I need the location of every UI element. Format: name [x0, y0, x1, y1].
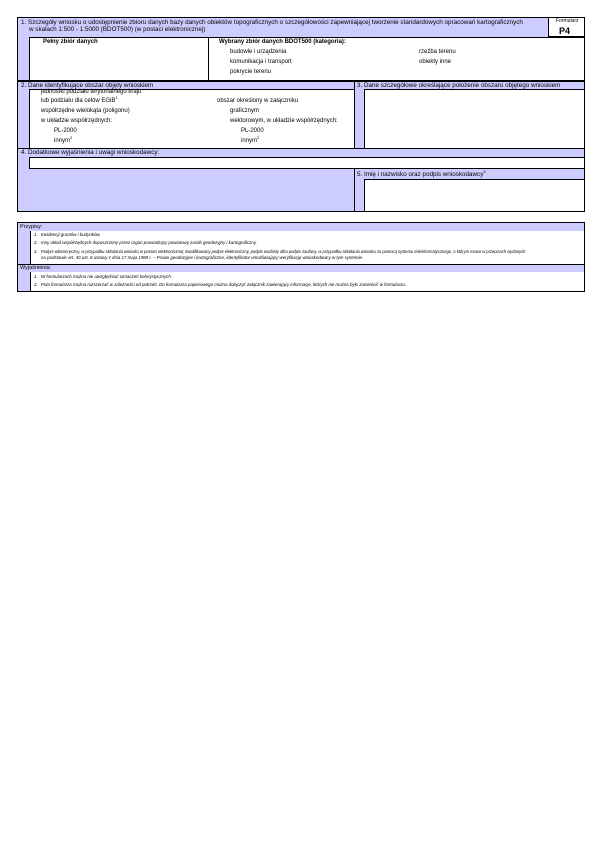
footnote-2-text: Inny układ współrzędnych dopuszczony przez organ prowadzący powiatowy zasób geodezyjny i kartograficzny. — [41, 240, 257, 245]
footnotes-title: Przypisy: — [20, 224, 43, 230]
area-egib-label: lub podziału dla celów EGiB — [41, 98, 116, 104]
footnotes-title-bar — [18, 223, 584, 231]
signature-footnote-ref: 3 — [483, 168, 486, 174]
section-3-field[interactable] — [364, 89, 585, 149]
footnote-3-text: Podpis własnoręczny, w przypadku składania wniosku w postaci elektronicznej: kwalifikowany podpis elektroniczny, podpis osobisty albo podpis zaufany, w przypadku składania wniosku za pomocą systemu teleinformatycznego, o którym mowa w przepisach wydanych — [41, 249, 526, 254]
attachment-vector-option[interactable]: wektorowym, w układzie współrzędnych: — [230, 118, 338, 124]
vector-other-label: innym — [241, 138, 258, 144]
category-buildings[interactable]: budowle i urządzenia — [230, 49, 287, 55]
footnote-1-num: 1. — [34, 232, 38, 237]
vector-other-option[interactable] — [241, 135, 260, 145]
footnote-3 — [34, 249, 525, 254]
explanations-title-bar — [18, 264, 584, 272]
coord-other-label: innym — [54, 138, 71, 144]
section-1-divider — [208, 37, 209, 81]
category-transport[interactable]: komunikacja i transport — [230, 59, 292, 65]
section-4-title: 4. Dodatkowe wyjaśnienia i uwagi wnioskodawcy: — [21, 149, 160, 156]
footnotes-gutter — [18, 223, 30, 291]
section-3-title: 3. Dane szczegółowe określające położenie obszaru objętego wnioskiem — [357, 82, 561, 89]
coord-pl2000-option[interactable]: PL-2000 — [54, 128, 77, 134]
section-2-title: 2. Dane identyfikujące obszar objęty wnioskiem — [21, 82, 154, 89]
explanation-2 — [34, 282, 406, 287]
section-5-title — [357, 168, 486, 178]
explanation-2-text: Pola formularza można rozszerzać w zależności od potrzeb. Do formularza papierowego można dołączyć załącznik zawierający informacje, których nie można było zamieścić w formularzu. — [41, 282, 407, 287]
footnotes-inner-border — [30, 231, 31, 264]
section-5-title-text: 5. Imię i nazwisko oraz podpis wnioskodawcy — [357, 171, 484, 178]
coord-other-option[interactable] — [54, 135, 73, 145]
form-label: Formularz — [556, 18, 579, 24]
category-other[interactable]: obiekty inne — [419, 59, 452, 65]
egib-footnote-ref: 1 — [115, 95, 118, 100]
explanation-1 — [34, 274, 172, 279]
section-5-divider — [354, 168, 355, 212]
area-attachment-option[interactable]: obszar określony w załączniku — [217, 98, 299, 104]
footnote-3-cont-text: na podstawie art. 40 ust. 8 ustawy z dnia 17 maja 1989 r. – Prawo geodezyjne i kartograficzne, identyfikator umożliwiający weryfikację wnioskodawcy w tym systemie. — [41, 255, 364, 260]
category-relief[interactable]: rzeźba terenu — [419, 49, 456, 55]
vector-other-footnote-ref: 2 — [257, 135, 260, 140]
footnote-1 — [34, 232, 101, 237]
category-land-cover[interactable]: pokrycie terenu — [230, 69, 272, 75]
section-4-field[interactable] — [29, 157, 585, 169]
signature-field[interactable] — [364, 179, 585, 212]
area-polygon-coords[interactable]: współrzędne wielokąta (poligonu) — [41, 108, 130, 114]
attachment-graphic-option[interactable]: graficznym — [230, 108, 260, 114]
footnote-2 — [34, 240, 257, 245]
footnote-3-num: 3. — [34, 249, 38, 254]
footnote-2-num: 2. — [34, 240, 38, 245]
explanations-title: Wyjaśnienia: — [20, 265, 52, 271]
footnote-3-continued — [41, 255, 363, 260]
explanations-inner-border — [30, 272, 31, 291]
vector-pl2000-option[interactable]: PL-2000 — [241, 128, 264, 134]
selected-set-heading: Wybrany zbiór danych BDOT500 (kategoria): — [219, 39, 346, 45]
explanation-2-num: 2. — [34, 282, 38, 287]
area-egib-units[interactable] — [41, 95, 118, 105]
form-code: P4 — [559, 26, 571, 36]
explanation-1-num: 1. — [34, 274, 38, 279]
section-1-title-line2: w skalach 1:500 - 1:5000 (BDOT500) (w postaci elektronicznej) — [29, 26, 206, 33]
area-coord-system-label: w układzie współrzędnych: — [41, 118, 113, 124]
other-footnote-ref: 2 — [70, 135, 73, 140]
section-1-title-line1: 1. Szczegóły wniosku o udostępnienie zbioru danych bazy danych obiektów topograficznych o szczegółowości zapewniającej tworzenie standardowych opracowań kartograficznych — [21, 19, 523, 26]
footnote-1-text: Ewidencji gruntów i budynków. — [41, 232, 101, 237]
full-set-option[interactable]: Pełny zbiór danych — [43, 39, 98, 45]
explanation-1-text: W formularzach można nie uwzględniać oznaczeń kolorystycznych. — [41, 274, 173, 279]
area-territorial-units[interactable]: jednostki podziału terytorialnego kraju — [41, 89, 142, 95]
